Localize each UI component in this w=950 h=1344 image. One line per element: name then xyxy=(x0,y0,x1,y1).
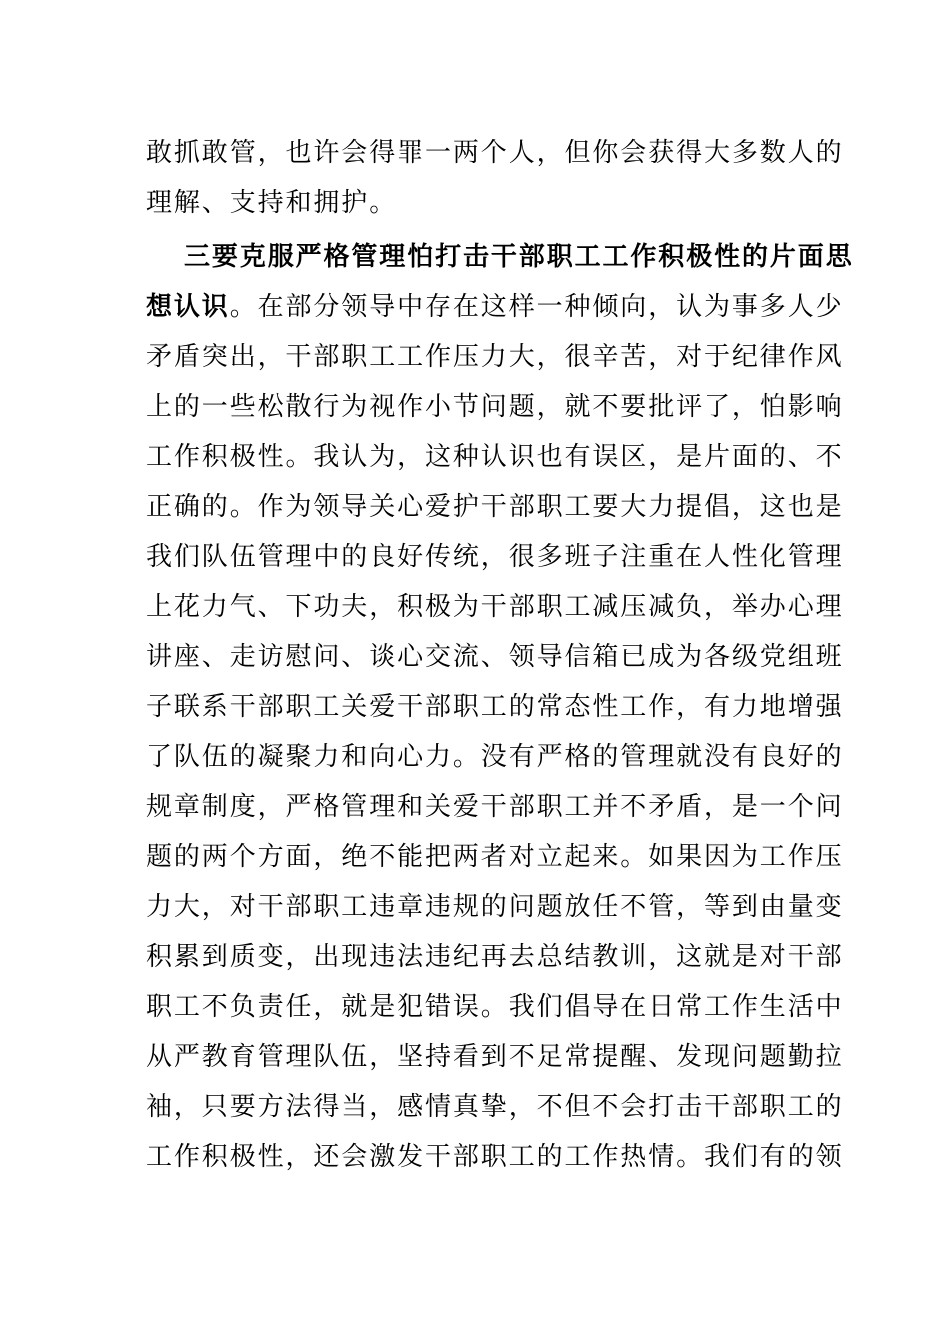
text-line: 敢抓敢管，也许会得罪一两个人，但你会获得大多数人的 xyxy=(146,138,844,168)
text-line: 工作积极性。我认为，这种认识也有误区，是片面的、不 xyxy=(146,442,844,472)
text-line: 了队伍的凝聚力和向心力。没有严格的管理就没有良好的 xyxy=(146,742,844,772)
section-heading-line xyxy=(146,232,854,282)
text-line: 规章制度，严格管理和关爱干部职工并不矛盾，是一个问 xyxy=(146,792,844,822)
text-line: 从严教育管理队伍，坚持看到不足常提醒、发现问题勤拉 xyxy=(146,1042,844,1072)
text-line: 我们队伍管理中的良好传统，很多班子注重在人性化管理 xyxy=(146,542,844,572)
text-line: 想认识。在部分领导中存在这样一种倾向，认为事多人少 xyxy=(146,292,844,322)
text-line: 上的一些松散行为视作小节问题，就不要批评了，怕影响 xyxy=(146,392,844,422)
text-line: 积累到质变，出现违法违纪再去总结教训，这就是对干部 xyxy=(146,942,844,972)
section-heading-end: 想认识 xyxy=(146,292,230,322)
text-line: 力大，对干部职工违章违规的问题放任不管，等到由量变 xyxy=(146,892,844,922)
text-line: 工作积极性，还会激发干部职工的工作热情。我们有的领 xyxy=(146,1142,844,1172)
text-line: 职工不负责任，就是犯错误。我们倡导在日常工作生活中 xyxy=(146,992,844,1022)
text-line: 讲座、走访慰问、谈心交流、领导信箱已成为各级党组班 xyxy=(146,642,844,672)
text-line: 子联系干部职工关爱干部职工的常态性工作，有力地增强 xyxy=(146,692,844,722)
text-line: 理解、支持和拥护。 xyxy=(146,188,398,218)
text-line: 袖，只要方法得当，感情真挚，不但不会打击干部职工的 xyxy=(146,1092,844,1122)
text-line: 题的两个方面，绝不能把两者对立起来。如果因为工作压 xyxy=(146,842,844,872)
body-text xyxy=(146,128,854,1182)
section-heading: 三要克服严格管理怕打击干部职工工作积极性的片面思 xyxy=(184,242,854,272)
text-line: 矛盾突出，干部职工工作压力大，很辛苦，对于纪律作风 xyxy=(146,342,844,372)
text-line: 上花力气、下功夫，积极为干部职工减压减负，举办心理 xyxy=(146,592,844,622)
text-line: 正确的。作为领导关心爱护干部职工要大力提倡，这也是 xyxy=(146,492,844,522)
